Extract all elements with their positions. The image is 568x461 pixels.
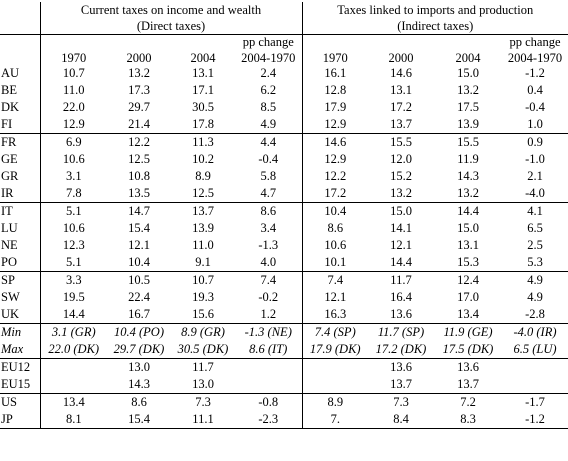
row-label: GR	[1, 169, 19, 183]
direct-value-cell: 16.7	[128, 307, 150, 321]
indirect-value-cell: 13.2	[457, 186, 479, 200]
direct-value-cell: 19.5	[40, 289, 107, 306]
direct-value-cell: 13.2	[128, 66, 150, 80]
direct-value-cell: -2.3	[235, 411, 302, 429]
indirect-value-cell: 8.6	[302, 220, 368, 237]
indirect-value-cell	[302, 359, 368, 377]
direct-value-cell: 29.7	[128, 100, 150, 114]
direct-value-cell: 21.4	[128, 117, 150, 131]
col-header-2000-indirect: 2000	[388, 50, 414, 65]
table-body	[0, 2, 568, 429]
direct-value-cell: 4.9	[260, 117, 277, 131]
direct-value-cell: 7.4	[235, 272, 302, 290]
direct-value-cell: 10.8	[128, 169, 150, 183]
column-header-row	[0, 50, 568, 65]
direct-value-cell	[235, 359, 302, 377]
indirect-taxes-title: Taxes linked to imports and production	[302, 2, 568, 18]
direct-value-cell: 12.5	[128, 152, 150, 166]
indirect-value-cell: 4.9	[502, 272, 568, 290]
indirect-value-cell: 1.0	[527, 117, 543, 131]
indirect-value-cell: 8.3	[434, 411, 502, 429]
direct-value-cell: 30.5 (DK)	[177, 342, 229, 356]
table-row	[0, 99, 568, 116]
direct-value-cell: 29.7 (DK)	[113, 342, 165, 356]
indirect-value-cell: 13.6	[368, 359, 434, 377]
direct-value-cell: 8.5	[260, 100, 277, 114]
indirect-value-cell: 11.7	[368, 272, 434, 290]
row-label: AU	[1, 66, 20, 80]
direct-value-cell: 12.9	[40, 116, 107, 134]
indirect-value-cell: 17.9	[302, 99, 368, 116]
direct-value-cell	[235, 376, 302, 394]
direct-value-cell: 6.9	[40, 134, 107, 152]
row-label: Min	[0, 324, 40, 342]
row-label: PO	[1, 255, 17, 269]
direct-value-cell: 22.0	[40, 99, 107, 116]
direct-value-cell: 13.9	[192, 221, 214, 235]
table-row	[0, 306, 568, 324]
indirect-value-cell: 14.4	[434, 203, 502, 221]
indirect-value-cell: -2.8	[525, 307, 545, 321]
indirect-value-cell: 14.3	[457, 169, 479, 183]
indirect-value-cell: 17.2	[390, 100, 412, 114]
indirect-value-cell: 15.5	[434, 134, 502, 152]
indirect-value-cell: 7.3	[368, 394, 434, 412]
direct-value-cell: 3.1	[40, 168, 107, 185]
group-header-row-1	[0, 2, 568, 18]
pp-change-label-2-direct: 2004-1970	[241, 50, 296, 65]
indirect-value-cell: 8.4	[368, 411, 434, 429]
indirect-value-cell	[502, 359, 568, 377]
corner-cell	[0, 2, 40, 18]
indirect-value-cell: 12.1	[390, 238, 412, 252]
direct-value-cell: 13.0	[192, 377, 214, 391]
direct-value-cell: 11.3	[171, 134, 235, 152]
col-header-1970-indirect: 1970	[302, 50, 368, 65]
direct-value-cell: 13.7	[171, 203, 235, 221]
direct-value-cell: 15.4	[107, 411, 171, 429]
indirect-value-cell: 15.0	[457, 66, 479, 80]
direct-value-cell: 4.0	[260, 255, 277, 269]
pp-change-label-2-indirect: 2004-1970	[507, 50, 563, 65]
table-row	[0, 289, 568, 306]
direct-value-cell: 3.3	[40, 272, 107, 290]
table-row	[0, 168, 568, 185]
direct-value-cell: 8.9	[195, 169, 211, 183]
direct-value-cell: 2.4	[260, 66, 277, 80]
row-label: JP	[0, 411, 40, 429]
table-row	[0, 203, 568, 221]
direct-value-cell: 12.1	[128, 238, 150, 252]
direct-value-cell: 9.1	[195, 255, 211, 269]
table-row	[0, 82, 568, 99]
indirect-value-cell: 4.1	[502, 203, 568, 221]
indirect-value-cell: 16.3	[302, 306, 368, 324]
indirect-value-cell: 10.1	[302, 254, 368, 272]
indirect-value-cell: 10.6	[302, 237, 368, 254]
indirect-value-cell: 13.7	[390, 377, 412, 391]
indirect-value-cell: -0.4	[525, 100, 545, 114]
indirect-value-cell: 13.2	[390, 186, 412, 200]
row-label: EU12	[0, 359, 40, 377]
row-label: SP	[0, 272, 40, 290]
row-label: BE	[1, 83, 17, 97]
indirect-value-cell: 0.4	[527, 83, 543, 97]
indirect-value-cell: 10.4	[302, 203, 368, 221]
indirect-value-cell: 17.2	[302, 185, 368, 203]
direct-value-cell: -1.3 (NE)	[235, 324, 302, 342]
table-row	[0, 220, 568, 237]
row-label: IR	[1, 186, 14, 200]
indirect-value-cell: 13.6	[390, 307, 412, 321]
indirect-value-cell: 12.2	[302, 168, 368, 185]
row-label: LU	[1, 221, 18, 235]
indirect-value-cell: -1.7	[502, 394, 568, 412]
corner-cell	[0, 50, 40, 65]
indirect-value-cell	[302, 376, 368, 394]
indirect-value-cell: 14.4	[390, 255, 412, 269]
direct-value-cell	[40, 359, 107, 377]
indirect-value-cell: 7.	[302, 411, 368, 429]
row-label: IT	[0, 203, 40, 221]
indirect-value-cell: 12.9	[302, 151, 368, 168]
direct-value-cell: 13.5	[128, 186, 150, 200]
direct-value-cell: 10.6	[40, 151, 107, 168]
indirect-value-cell: 15.0	[457, 221, 479, 235]
indirect-value-cell: -1.2	[502, 411, 568, 429]
direct-value-cell: 3.4	[260, 221, 277, 235]
indirect-value-cell: 17.2 (DK)	[375, 342, 427, 356]
tax-table	[0, 2, 568, 429]
col-header-2004-direct: 2004	[190, 50, 216, 65]
indirect-value-cell: 12.1	[302, 289, 368, 306]
indirect-value-cell: 15.2	[390, 169, 412, 183]
indirect-value-cell: -1.2	[525, 66, 545, 80]
table-row	[0, 376, 568, 394]
indirect-value-cell: 11.9 (GE)	[434, 324, 502, 342]
direct-value-cell: 5.1	[40, 254, 107, 272]
indirect-value-cell: 13.7	[457, 377, 479, 391]
direct-value-cell: -0.8	[235, 394, 302, 412]
table-row	[0, 394, 568, 412]
indirect-taxes-subtitle: (Indirect taxes)	[302, 18, 568, 35]
indirect-value-cell: 7.4 (SP)	[302, 324, 368, 342]
direct-value-cell: 7.3	[171, 394, 235, 412]
direct-value-cell: 10.7	[171, 272, 235, 290]
direct-value-cell: 10.2	[192, 152, 214, 166]
direct-value-cell: 11.0	[192, 238, 214, 252]
direct-value-cell: 5.8	[260, 169, 277, 183]
indirect-value-cell: 6.5 (LU)	[513, 342, 557, 356]
indirect-value-cell: 13.4	[457, 307, 479, 321]
table-row	[0, 151, 568, 168]
row-label: FR	[0, 134, 40, 152]
direct-value-cell: 8.1	[40, 411, 107, 429]
direct-value-cell: 8.6 (IT)	[249, 342, 288, 356]
direct-value-cell: 6.2	[260, 83, 277, 97]
table-row	[0, 324, 568, 342]
indirect-value-cell: 8.9	[302, 394, 368, 412]
indirect-value-cell: 7.2	[434, 394, 502, 412]
indirect-value-cell: 2.5	[527, 238, 543, 252]
indirect-value-cell: 13.2	[457, 83, 479, 97]
indirect-value-cell: 12.4	[434, 272, 502, 290]
direct-taxes-subtitle: (Direct taxes)	[40, 18, 302, 35]
direct-value-cell: 15.4	[128, 221, 150, 235]
direct-value-cell: 13.1	[192, 66, 214, 80]
spacer-cell	[302, 35, 368, 51]
direct-value-cell: 11.0	[40, 82, 107, 99]
spacer-cell	[171, 35, 235, 51]
indirect-value-cell: 17.5 (DK)	[442, 342, 494, 356]
row-label: Max	[1, 342, 24, 356]
row-label: GE	[1, 152, 18, 166]
direct-value-cell: 8.6	[107, 394, 171, 412]
indirect-value-cell: 13.9	[457, 117, 479, 131]
table-row	[0, 237, 568, 254]
direct-value-cell: 10.6	[40, 220, 107, 237]
col-header-2000-direct: 2000	[126, 50, 152, 65]
indirect-value-cell: 16.1	[302, 65, 368, 82]
direct-value-cell: 4.4	[235, 134, 302, 152]
row-label: UK	[1, 307, 20, 321]
indirect-value-cell: 15.5	[368, 134, 434, 152]
direct-value-cell: 8.9 (GR)	[171, 324, 235, 342]
direct-value-cell	[40, 376, 107, 394]
indirect-value-cell: 13.1	[390, 83, 412, 97]
row-label: NE	[1, 238, 18, 252]
direct-value-cell: 14.3	[128, 377, 150, 391]
direct-value-cell: 10.5	[107, 272, 171, 290]
direct-value-cell: 22.4	[128, 290, 150, 304]
indirect-value-cell	[502, 376, 568, 394]
table-row	[0, 116, 568, 134]
col-header-1970-direct: 1970	[40, 50, 107, 65]
indirect-value-cell: 15.0	[368, 203, 434, 221]
pp-change-label-1-indirect: pp change	[502, 35, 568, 51]
indirect-value-cell: 17.0	[457, 290, 479, 304]
direct-value-cell: -1.3	[258, 238, 279, 252]
row-label: US	[0, 394, 40, 412]
indirect-value-cell: 12.9	[302, 116, 368, 134]
spacer-cell	[107, 35, 171, 51]
row-label: EU15	[1, 377, 31, 391]
indirect-value-cell: 7.4	[302, 272, 368, 290]
indirect-value-cell: 2.1	[527, 169, 543, 183]
direct-value-cell: 30.5	[192, 100, 214, 114]
table-row	[0, 359, 568, 377]
table-row	[0, 272, 568, 290]
indirect-value-cell: 12.0	[390, 152, 412, 166]
indirect-value-cell: 11.9	[457, 152, 479, 166]
direct-value-cell: -0.4	[258, 152, 279, 166]
spacer-cell	[0, 35, 40, 51]
direct-value-cell: 8.6	[235, 203, 302, 221]
indirect-value-cell: 16.4	[390, 290, 412, 304]
direct-value-cell: 5.1	[40, 203, 107, 221]
table-row	[0, 341, 568, 359]
row-label: DK	[1, 100, 20, 114]
pp-change-label-1-direct: pp change	[235, 35, 302, 51]
group-header-row-2	[0, 18, 568, 35]
indirect-value-cell: 13.6	[434, 359, 502, 377]
header-spacer-row	[0, 35, 568, 51]
row-label: SW	[1, 290, 20, 304]
direct-value-cell: 22.0 (DK)	[40, 341, 107, 359]
table-row	[0, 411, 568, 429]
col-header-2004-indirect: 2004	[455, 50, 481, 65]
direct-value-cell: -0.2	[258, 290, 279, 304]
direct-value-cell: 11.1	[171, 411, 235, 429]
indirect-value-cell: 17.9 (DK)	[302, 341, 368, 359]
indirect-value-cell: 0.9	[502, 134, 568, 152]
row-label: FI	[1, 117, 13, 131]
direct-value-cell: 4.7	[260, 186, 277, 200]
indirect-value-cell: 14.6	[390, 66, 412, 80]
indirect-value-cell: 15.3	[457, 255, 479, 269]
direct-value-cell: 14.7	[107, 203, 171, 221]
indirect-value-cell: 17.5	[457, 100, 479, 114]
table-row	[0, 254, 568, 272]
spacer-cell	[40, 35, 107, 51]
indirect-value-cell: 13.1	[457, 238, 479, 252]
indirect-value-cell: 12.8	[302, 82, 368, 99]
direct-value-cell: 7.8	[40, 185, 107, 203]
direct-value-cell: 13.4	[40, 394, 107, 412]
direct-value-cell: 10.4 (PO)	[107, 324, 171, 342]
indirect-value-cell: -4.0 (IR)	[502, 324, 568, 342]
direct-value-cell: 14.4	[40, 306, 107, 324]
direct-value-cell: 13.0	[107, 359, 171, 377]
direct-taxes-title: Current taxes on income and wealth	[40, 2, 302, 18]
indirect-value-cell: 4.9	[527, 290, 543, 304]
indirect-value-cell: 13.7	[390, 117, 412, 131]
indirect-value-cell: 11.7 (SP)	[368, 324, 434, 342]
spacer-cell	[434, 35, 502, 51]
indirect-value-cell: 6.5	[527, 221, 543, 235]
direct-value-cell: 12.3	[40, 237, 107, 254]
direct-value-cell: 12.2	[107, 134, 171, 152]
indirect-value-cell: 14.6	[302, 134, 368, 152]
corner-cell	[0, 18, 40, 35]
direct-value-cell: 17.1	[192, 83, 214, 97]
direct-value-cell: 19.3	[192, 290, 214, 304]
table-row	[0, 65, 568, 82]
indirect-value-cell: -1.0	[525, 152, 545, 166]
direct-value-cell: 10.7	[40, 65, 107, 82]
indirect-value-cell: -4.0	[525, 186, 545, 200]
indirect-value-cell: 14.1	[390, 221, 412, 235]
direct-value-cell: 1.2	[260, 307, 277, 321]
direct-value-cell: 3.1 (GR)	[40, 324, 107, 342]
indirect-value-cell: 5.3	[527, 255, 543, 269]
direct-value-cell: 11.7	[171, 359, 235, 377]
direct-value-cell: 17.8	[192, 117, 214, 131]
direct-value-cell: 17.3	[128, 83, 150, 97]
spacer-cell	[368, 35, 434, 51]
table-row	[0, 185, 568, 203]
table-row	[0, 134, 568, 152]
direct-value-cell: 15.6	[192, 307, 214, 321]
direct-value-cell: 10.4	[128, 255, 150, 269]
direct-value-cell: 12.5	[192, 186, 214, 200]
